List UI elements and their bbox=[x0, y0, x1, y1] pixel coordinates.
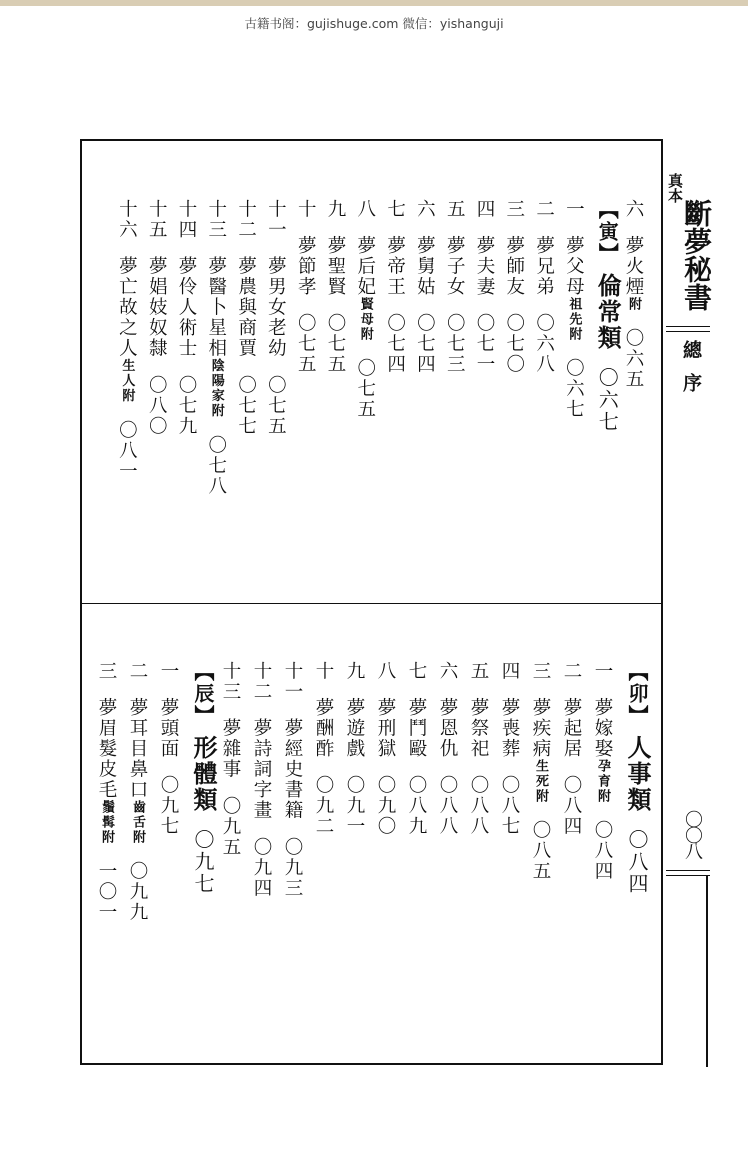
entry-title: 夢雜事 bbox=[220, 718, 241, 780]
toc-entry bbox=[531, 199, 557, 375]
toc-entry bbox=[411, 199, 437, 375]
entry-note: 生人附 bbox=[119, 358, 135, 404]
category-header bbox=[590, 199, 625, 433]
toc-entry bbox=[262, 199, 288, 436]
toc-entry bbox=[173, 199, 199, 436]
side-rule bbox=[666, 875, 710, 876]
category-header bbox=[620, 661, 655, 895]
entry-note: 陰陽家附 bbox=[208, 358, 224, 419]
toc-entry bbox=[471, 199, 497, 375]
entry-page: 〇六七 bbox=[595, 367, 620, 433]
entry-number: 十六 bbox=[116, 199, 138, 240]
toc-entry bbox=[279, 661, 305, 898]
page-number: 〇〇八 bbox=[682, 810, 703, 858]
entry-title: 夢酬酢 bbox=[313, 697, 334, 759]
entry-number: 九 bbox=[325, 199, 346, 220]
entry-title: 夢節孝 bbox=[295, 235, 317, 297]
entry-title: 夢刑獄 bbox=[375, 697, 396, 759]
entry-title: 夢恩仇 bbox=[437, 697, 458, 759]
toc-entry bbox=[382, 199, 408, 375]
entry-title: 夢火煙 bbox=[623, 235, 644, 297]
entry-title: 夢頭面 bbox=[158, 697, 179, 759]
entry-number: 十 bbox=[313, 661, 334, 682]
entry-number: 三 bbox=[96, 661, 117, 682]
toc-entry bbox=[441, 199, 467, 375]
entry-page: 〇七五 bbox=[295, 313, 317, 375]
entry-page: 〇九四 bbox=[251, 836, 272, 898]
toc-entry bbox=[203, 199, 229, 496]
entry-number: 七 bbox=[406, 661, 427, 682]
entry-page: 一〇一 bbox=[96, 861, 117, 923]
entry-note: 附 bbox=[626, 297, 641, 312]
entry-page: 〇九七 bbox=[191, 829, 215, 895]
book-brand: 真本 bbox=[666, 173, 684, 203]
entry-title: 夢夫妻 bbox=[474, 235, 495, 297]
entry-page: 〇八四 bbox=[625, 829, 649, 895]
entry-title: 夢亡故之人 bbox=[116, 256, 138, 359]
section-divider bbox=[82, 603, 661, 604]
entry-title: 夢后妃 bbox=[354, 235, 376, 297]
entry-number: 五 bbox=[468, 661, 489, 682]
entry-title: 夢子女 bbox=[444, 235, 466, 297]
entry-title: 夢醫卜星相 bbox=[205, 256, 227, 359]
toc-entry bbox=[155, 661, 181, 837]
entry-title: 夢起居 bbox=[561, 697, 582, 759]
entry-number: 二 bbox=[127, 661, 148, 682]
entry-title: 夢舅姑 bbox=[414, 235, 436, 297]
entry-title: 夢疾病 bbox=[530, 697, 551, 759]
toc-entry bbox=[403, 661, 429, 837]
toc-entry bbox=[292, 199, 318, 375]
side-rule bbox=[666, 331, 710, 332]
entry-title: 夢聖賢 bbox=[325, 235, 346, 297]
toc-upper-section bbox=[82, 199, 661, 599]
entry-page: 〇九二 bbox=[313, 775, 334, 837]
entry-number: 八 bbox=[354, 199, 376, 220]
entry-page: 〇八七 bbox=[499, 775, 520, 837]
entry-page: 〇七〇 bbox=[503, 313, 525, 375]
entry-page: 〇九九 bbox=[127, 861, 148, 923]
entry-page: 〇七一 bbox=[474, 313, 495, 375]
book-title: 斷夢秘書 bbox=[680, 199, 713, 311]
entry-note: 生死附 bbox=[533, 759, 548, 804]
entry-number: 六 bbox=[623, 199, 644, 220]
entry-page: 〇六七 bbox=[563, 358, 585, 420]
entry-page: 〇七五 bbox=[354, 358, 376, 420]
category-title: 人事類 bbox=[623, 735, 652, 813]
entry-number: 三 bbox=[530, 661, 551, 682]
entry-page: 〇八四 bbox=[592, 820, 613, 882]
entry-page: 〇七九 bbox=[176, 374, 197, 436]
entry-number: 二 bbox=[561, 661, 582, 682]
section-label: 總序 bbox=[680, 340, 702, 406]
entry-number: 七 bbox=[384, 199, 406, 220]
entry-title: 夢遊戲 bbox=[344, 697, 365, 759]
entry-page: 〇七四 bbox=[414, 313, 436, 375]
page-frame bbox=[80, 139, 663, 1065]
watermark: 古籍书阁：gujishuge.com 微信：yishanguji bbox=[244, 16, 504, 31]
entry-page: 〇六八 bbox=[533, 313, 555, 375]
toc-entry bbox=[496, 661, 522, 837]
toc-entry bbox=[341, 661, 367, 837]
entry-number: 四 bbox=[499, 661, 520, 682]
toc-entry bbox=[501, 199, 527, 375]
toc-entry bbox=[558, 661, 584, 837]
entry-note: 賢母附 bbox=[357, 297, 373, 342]
entry-page: 〇七七 bbox=[235, 374, 257, 436]
entry-page: 〇九〇 bbox=[375, 775, 396, 837]
entry-page: 〇七四 bbox=[384, 313, 406, 375]
entry-title: 夢鬥毆 bbox=[406, 697, 427, 759]
toc-entry bbox=[310, 661, 336, 837]
entry-title: 夢眉髮皮毛 bbox=[96, 697, 117, 800]
entry-number: 十二 bbox=[235, 199, 257, 240]
entry-note: 鬚髯附 bbox=[99, 800, 114, 845]
entry-note: 齒舌附 bbox=[130, 800, 145, 845]
toc-entry bbox=[124, 661, 150, 923]
entry-number: 二 bbox=[533, 199, 555, 220]
entry-number: 九 bbox=[344, 661, 365, 682]
toc-entry bbox=[93, 661, 119, 923]
entry-title: 夢耳目鼻口 bbox=[127, 697, 148, 800]
entry-number: 三 bbox=[503, 199, 525, 220]
entry-page: 〇九一 bbox=[344, 775, 365, 837]
entry-title: 夢娼妓奴隸 bbox=[146, 256, 168, 359]
entry-title: 夢喪葬 bbox=[499, 697, 520, 759]
entry-page: 〇八九 bbox=[406, 775, 427, 837]
entry-title: 夢伶人術士 bbox=[176, 256, 197, 359]
entry-number: 十三 bbox=[205, 199, 227, 240]
toc-entry bbox=[143, 199, 169, 436]
entry-number: 十一 bbox=[282, 661, 303, 702]
entry-page: 〇七五 bbox=[325, 313, 346, 375]
entry-title: 夢經史書籍 bbox=[282, 718, 303, 821]
entry-note: 孕育附 bbox=[595, 759, 610, 804]
entry-number: 十四 bbox=[176, 199, 197, 240]
entry-number: 八 bbox=[375, 661, 396, 682]
entry-number: 六 bbox=[414, 199, 436, 220]
category-bracket: 【卯】 bbox=[625, 661, 649, 727]
category-title: 倫常類 bbox=[593, 273, 623, 351]
entry-number: 十三 bbox=[220, 661, 241, 702]
toc-entry bbox=[322, 199, 348, 375]
page-edge-line bbox=[706, 875, 708, 1067]
entry-page: 〇八八 bbox=[468, 775, 489, 837]
entry-number: 五 bbox=[444, 199, 466, 220]
side-rule bbox=[666, 326, 710, 327]
category-bracket: 【寅】 bbox=[595, 199, 620, 265]
entry-number: 一 bbox=[592, 661, 613, 682]
entry-title: 夢嫁娶 bbox=[592, 697, 613, 759]
entry-page: 〇七五 bbox=[265, 374, 287, 436]
entry-title: 夢師友 bbox=[503, 235, 525, 297]
entry-page: 〇八〇 bbox=[146, 374, 168, 436]
entry-page: 〇七三 bbox=[444, 313, 466, 375]
entry-title: 夢農與商賈 bbox=[235, 256, 257, 359]
entry-number: 十五 bbox=[146, 199, 168, 240]
entry-title: 夢兄弟 bbox=[533, 235, 555, 297]
entry-note: 祖先附 bbox=[566, 297, 582, 342]
entry-number: 四 bbox=[474, 199, 495, 220]
toc-entry bbox=[113, 199, 139, 481]
entry-page: 〇八八 bbox=[437, 775, 458, 837]
entry-page: 〇九三 bbox=[282, 836, 303, 898]
entry-page: 〇六五 bbox=[623, 328, 644, 390]
entry-title: 夢祭祀 bbox=[468, 697, 489, 759]
toc-entry bbox=[434, 661, 460, 837]
entry-page: 〇八一 bbox=[116, 419, 138, 481]
toc-entry bbox=[589, 661, 615, 882]
category-bracket: 【辰】 bbox=[191, 661, 215, 727]
toc-entry bbox=[560, 199, 586, 420]
entry-title: 夢男女老幼 bbox=[265, 256, 287, 359]
entry-number: 十二 bbox=[251, 661, 272, 702]
entry-title: 夢詩詞字畫 bbox=[251, 718, 272, 821]
entry-page: 〇九七 bbox=[158, 775, 179, 837]
side-rule bbox=[666, 870, 710, 871]
entry-number: 十一 bbox=[265, 199, 287, 240]
entry-number: 一 bbox=[563, 199, 585, 220]
toc-entry bbox=[372, 661, 398, 837]
entry-title: 夢父母 bbox=[563, 235, 585, 297]
entry-page: 〇八四 bbox=[561, 775, 582, 837]
toc-entry bbox=[465, 661, 491, 837]
toc-lower-section bbox=[82, 661, 661, 1041]
category-title: 形體類 bbox=[189, 735, 218, 813]
entry-page: 〇八五 bbox=[530, 820, 551, 882]
toc-entry bbox=[352, 199, 378, 420]
toc-entry bbox=[527, 661, 553, 882]
entry-title: 夢帝王 bbox=[384, 235, 406, 297]
entry-number: 十 bbox=[295, 199, 317, 220]
entry-number: 一 bbox=[158, 661, 179, 682]
toc-entry bbox=[233, 199, 259, 436]
top-band bbox=[0, 0, 748, 6]
entry-number: 六 bbox=[437, 661, 458, 682]
entry-page: 〇七八 bbox=[205, 434, 227, 496]
toc-entry bbox=[248, 661, 274, 898]
category-header bbox=[186, 661, 221, 895]
entry-page: 〇九五 bbox=[220, 795, 241, 857]
